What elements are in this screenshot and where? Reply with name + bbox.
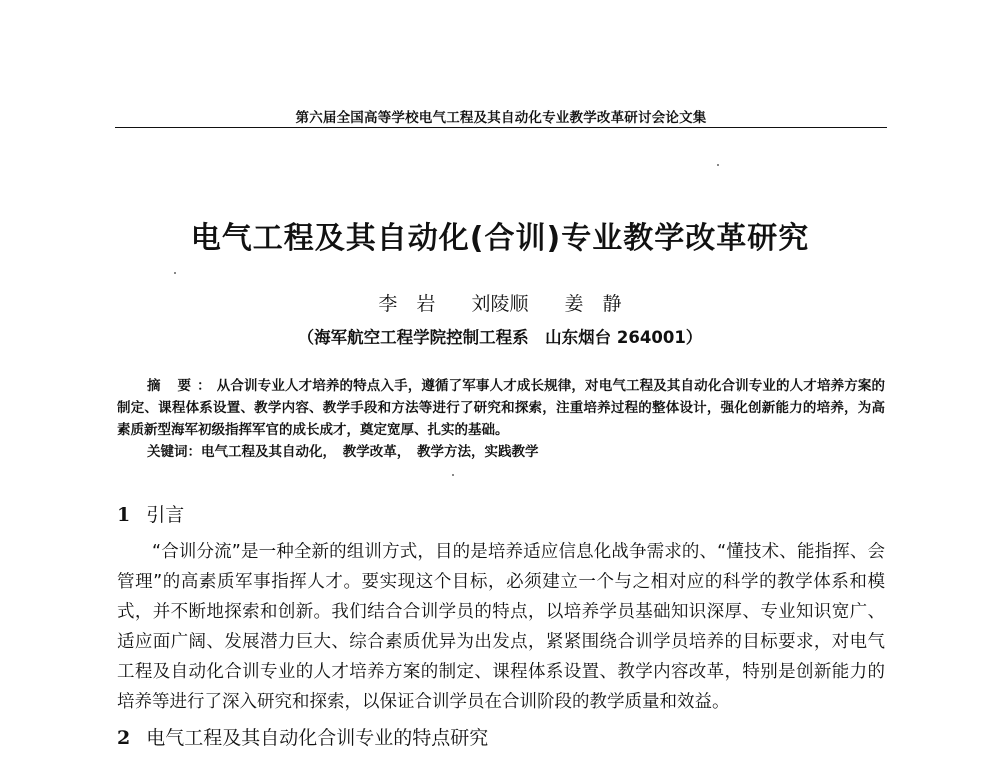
scan-speck: [452, 474, 454, 476]
keywords: [147, 441, 885, 463]
keywords-label: 关键词：: [147, 444, 201, 460]
section-title: 引言: [146, 504, 185, 526]
author-list: [0, 289, 1000, 316]
scan-speck: [717, 164, 719, 166]
abstract: [117, 375, 885, 441]
introduction-paragraph: “合训分流”是一种全新的组训方式，目的是培养适应信息化战争需求的、“懂技术、能指挥、会管理”的高素质军事指挥人才。要实现这个目标，必须建立一个与之相对应的科学的教学体系和模式，并不断地探索和创新。我们结合合训学员的特点，以培养学员基础知识深厚、专业知识宽广、适应面广阔、发展潜力巨大、综合素质优异为出发点，紧紧围绕合训学员培养的目标要求，对电气工程及自动化合训专业的人才培养方案的制定、课程体系设置、教学内容改革，特别是创新能力的培养等进行了深入研究和探索，以保证合训学员在合训阶段的教学质量和效益。: [117, 542, 885, 712]
section-heading-introduction: [117, 500, 184, 527]
author-name: 李 岩: [378, 293, 436, 315]
keywords-text: 电气工程及其自动化， 教学改革， 教学方法，实践教学: [201, 444, 539, 460]
scan-speck: [174, 272, 176, 274]
section-title: 电气工程及其自动化合训专业的特点研究: [146, 727, 489, 749]
affiliation: （海军航空工程学院控制工程系 山东烟台 264001）: [297, 328, 703, 347]
section-number: 2: [117, 727, 131, 749]
running-header: 第六届全国高等学校电气工程及其自动化专业教学改革研讨会论文集: [295, 110, 707, 126]
section-heading-characteristics: [117, 723, 488, 750]
abstract-text: 从合训专业人才培养的特点入手，遵循了军事人才成长规律，对电气工程及其自动化合训专业的人才培养方案的制定、课程体系设置、教学内容、教学手段和方法等进行了研究和探索，注重培养过程的整体设计，强化创新能力的培养，为高素质新型海军初级指挥军官的成长成才，奠定宽厚、扎实的基础。: [117, 378, 885, 438]
author-name: 姜 静: [564, 293, 622, 315]
abstract-label: 摘 要：: [147, 378, 217, 394]
header-rule: [115, 127, 887, 128]
paper-title: 电气工程及其自动化(合训)专业教学改革研究: [190, 221, 810, 256]
section-number: 1: [117, 504, 131, 526]
author-name: 刘陵顺: [471, 293, 529, 315]
